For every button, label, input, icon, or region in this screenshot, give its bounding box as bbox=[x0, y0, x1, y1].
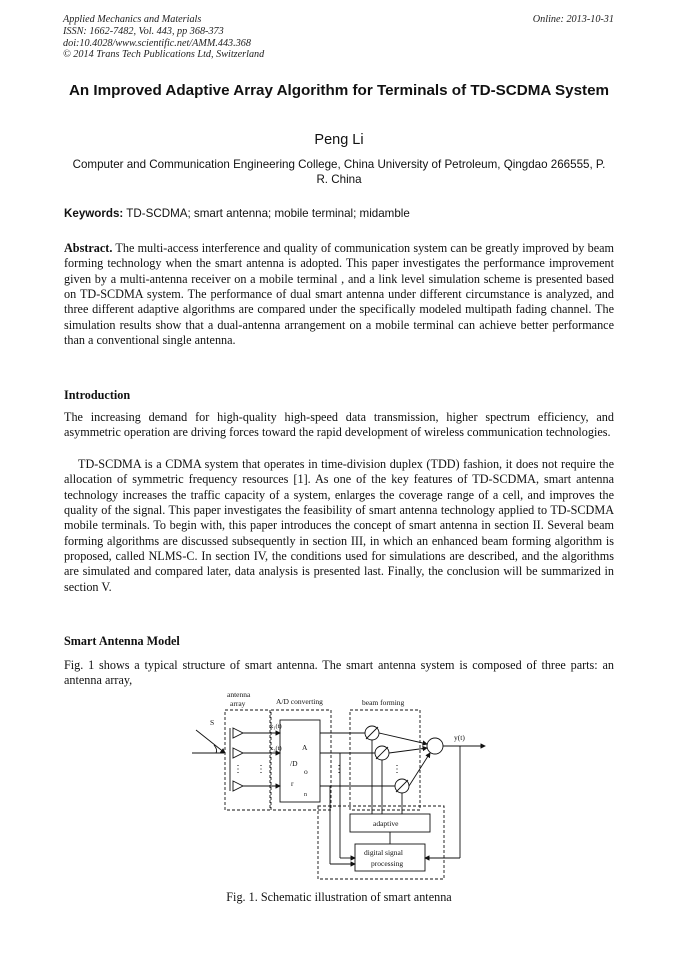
copyright-line: © 2014 Trans Tech Publications Ltd, Switzerland bbox=[63, 49, 265, 61]
label-beam-forming: beam forming bbox=[362, 698, 405, 707]
dots-ad-out: ⋮ bbox=[334, 764, 344, 775]
author-name: Peng Li bbox=[314, 132, 364, 148]
doi-line: doi:10.4028/www.scientific.net/AMM.443.368 bbox=[63, 37, 251, 49]
keywords-text: TD-SCDMA; smart antenna; mobile terminal; midamble bbox=[126, 207, 410, 220]
introduction-paragraph-1: The increasing demand for high-quality high-speed data transmission, higher spectrum efficiency, and asymmetric operation are driving forces toward the rapid development of wireless communication technologies. bbox=[64, 410, 614, 440]
antenna-element-1 bbox=[233, 728, 243, 738]
introduction-heading: Introduction bbox=[64, 388, 131, 402]
dots-antenna: ⋮ bbox=[233, 764, 243, 775]
abstract-text: The multi-access interference and quality of communication system can be greatly improved by beam forming technology when the smart antenna is adopted. This paper investigates the performance improvement given by a multi-antenna receiver on a mobile terminal , and a link level simulation scheme is presented based on TD-SCDMA system. The performance of dual smart antenna under different circumstance is analyzed, and three different adaptive algorithms are compared under the specifically modeled multipath fading channel. The simulation results show that a dual-antenna arrangement on a mobile terminal can achieve better performance than a conventional single antenna. bbox=[64, 241, 615, 348]
label-ad-converting: A/D converting bbox=[276, 697, 323, 706]
label-dsp-2: processing bbox=[371, 859, 404, 868]
smart-antenna-paragraph: Fig. 1 shows a typical structure of smart antenna. The smart antenna system is composed of three parts: an antenna array, bbox=[64, 658, 614, 688]
ad-box bbox=[280, 720, 320, 802]
antenna-element-3 bbox=[233, 781, 243, 791]
antenna-element-2 bbox=[233, 748, 243, 758]
label-x1: x₁(t) bbox=[270, 723, 282, 730]
abstract-label: Abstract. bbox=[64, 241, 113, 255]
label-dsp-1: digital signal bbox=[364, 848, 403, 857]
figure-caption: Fig. 1. Schematic illustration of smart antenna bbox=[226, 890, 452, 904]
issn-line: ISSN: 1662-7482, Vol. 443, pp 368-373 bbox=[63, 25, 224, 37]
label-ad-r: r bbox=[291, 779, 294, 788]
keywords bbox=[64, 207, 614, 220]
keywords-label: Keywords: bbox=[64, 207, 124, 220]
label-ad-o: o bbox=[304, 767, 308, 776]
dots-wires: ⋮ bbox=[256, 764, 266, 775]
running-header bbox=[63, 14, 614, 61]
figure-smart-antenna bbox=[190, 688, 490, 885]
label-s: S bbox=[210, 718, 215, 727]
label-x2: x₂(t) bbox=[270, 745, 282, 752]
online-date: Online: 2013-10-31 bbox=[532, 14, 614, 25]
label-output: y(t) bbox=[454, 733, 465, 742]
schematic-diagram bbox=[190, 688, 490, 885]
introduction-paragraph-2: TD-SCDMA is a CDMA system that operates in time-division duplex (TDD) fashion, it does not require the allocation of symmetric frequency resources [1]. As one of the key features of TD-SCDMA, smart antenna technology increases the traffic capacity of a system, enlarges the coverage range of a cell, and improves the quality of the signal. This paper investigates the feasibility of smart antenna technology applied to TD-SCDMA mobile terminals. To begin with, this paper introduces the concept of smart antenna in section II. Several beam forming algorithms are discussed subsequently in section III, in which an enhanced beam forming algorithm is proposed, called NLMS-C. In section IV, the conditions used for simulations are described, and the algorithms are simulated and compared later, data analysis is presented last. Finally, the conclusion will be summarized in section V. bbox=[64, 457, 614, 594]
beam-forming-box bbox=[350, 710, 420, 810]
label-array: array bbox=[230, 699, 246, 708]
dots-weights: ⋮ bbox=[392, 764, 402, 775]
affiliation: Computer and Communication Engineering College, China University of Petroleum, Qingdao 266555, P. R. China bbox=[72, 158, 606, 186]
smart-antenna-heading: Smart Antenna Model bbox=[64, 634, 180, 648]
label-ad-d: /D bbox=[290, 759, 298, 768]
label-ad-a: A bbox=[302, 743, 308, 752]
summing-junction bbox=[427, 738, 443, 754]
paper-title: An Improved Adaptive Array Algorithm for Terminals of TD-SCDMA System bbox=[68, 82, 610, 99]
abstract bbox=[64, 241, 614, 348]
label-ad-n: n bbox=[304, 792, 307, 798]
antenna-array-box bbox=[225, 710, 270, 810]
label-adaptive: adaptive bbox=[373, 819, 399, 828]
journal-name: Applied Mechanics and Materials bbox=[63, 14, 202, 25]
label-antenna: antenna bbox=[227, 690, 251, 699]
